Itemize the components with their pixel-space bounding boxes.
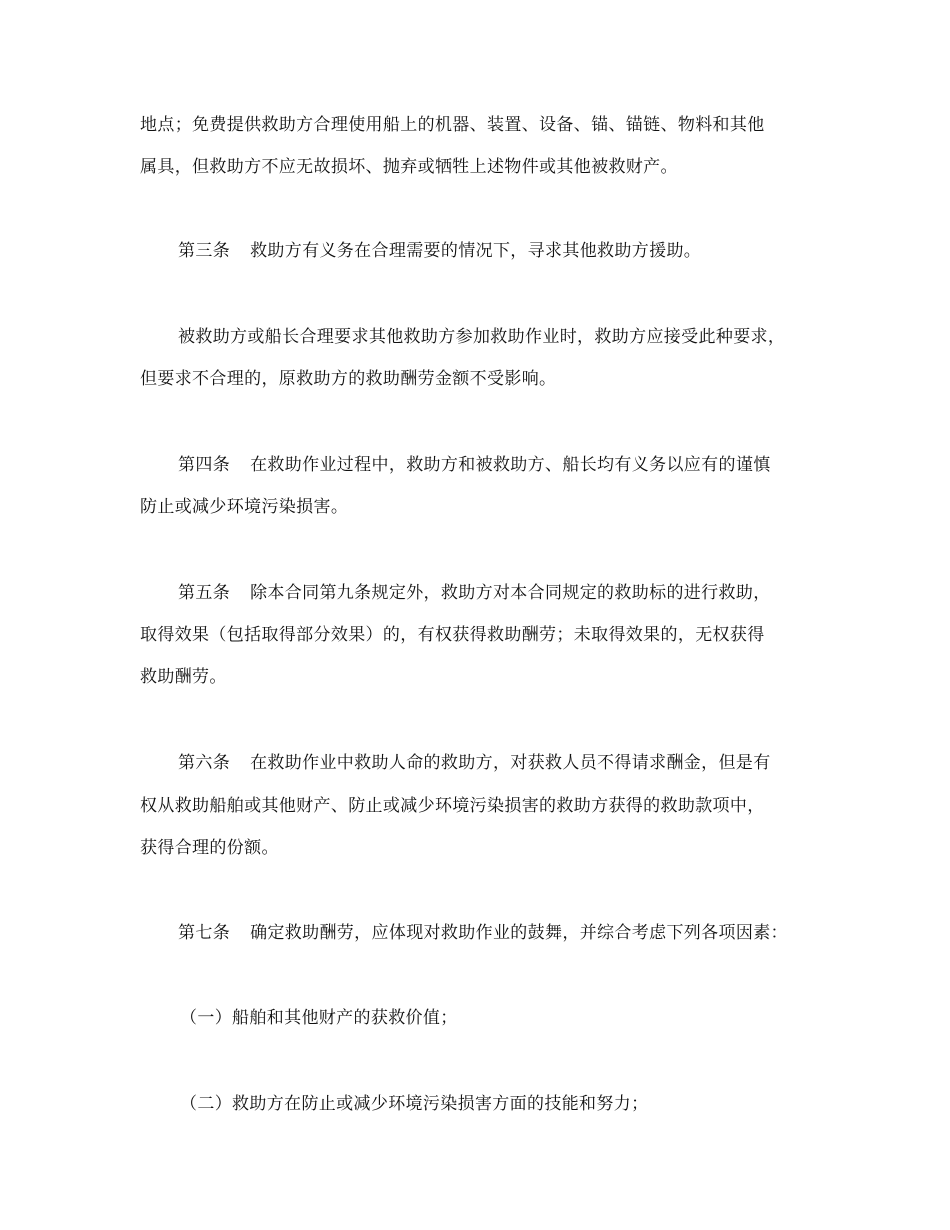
article-text: 救助方有义务在合理需要的情况下，寻求其他救助方援助。 xyxy=(250,241,702,261)
list-item: （二）救助方在防止或减少环境污染损害方面的技能和努力； xyxy=(180,1094,649,1114)
paragraph-line: 救助酬劳。 xyxy=(140,667,227,687)
paragraph-line: 权从救助船舶或其他财产、防止或减少环境污染损害的救助方获得的救助款项中， xyxy=(140,796,765,816)
article-7 xyxy=(178,922,830,944)
article-4 xyxy=(178,454,830,476)
paragraph-line: 但要求不合理的，原救助方的救助酬劳金额不受影响。 xyxy=(140,369,557,389)
paragraph-line: 获得合理的份额。 xyxy=(140,838,279,858)
paragraph-line: 取得效果（包括取得部分效果）的，有权获得救助酬劳；未取得效果的，无权获得 xyxy=(140,625,765,645)
article-text: 在救助作业过程中，救助方和被救助方、船长均有义务以应有的谨慎 xyxy=(250,455,771,475)
paragraph-line: 防止或减少环境污染损害。 xyxy=(140,497,349,517)
article-number: 第六条 xyxy=(178,753,231,773)
paragraph-line: 地点；免费提供救助方合理使用船上的机器、装置、设备、锚、锚链、物料和其他 xyxy=(140,115,765,135)
paragraph-line: 属具，但救助方不应无故损坏、抛弃或牺牲上述物件或其他被救财产。 xyxy=(140,157,678,177)
paragraph-line: 被救助方或船长合理要求其他救助方参加救助作业时，救助方应接受此种要求， xyxy=(178,327,786,347)
article-number: 第五条 xyxy=(178,583,231,603)
article-6 xyxy=(178,752,830,774)
article-number: 第七条 xyxy=(178,923,231,943)
article-text: 在救助作业中救助人命的救助方，对获救人员不得请求酬金，但是有 xyxy=(250,753,771,773)
article-text: 除本合同第九条规定外，救助方对本合同规定的救助标的进行救助， xyxy=(250,583,771,603)
list-item: （一）船舶和其他财产的获救价值； xyxy=(180,1008,458,1028)
article-5 xyxy=(178,582,830,604)
article-text: 确定救助酬劳，应体现对救助作业的鼓舞，并综合考虑下列各项因素： xyxy=(250,923,788,943)
article-number: 第四条 xyxy=(178,455,231,475)
article-3 xyxy=(178,240,830,262)
article-number: 第三条 xyxy=(178,241,231,261)
